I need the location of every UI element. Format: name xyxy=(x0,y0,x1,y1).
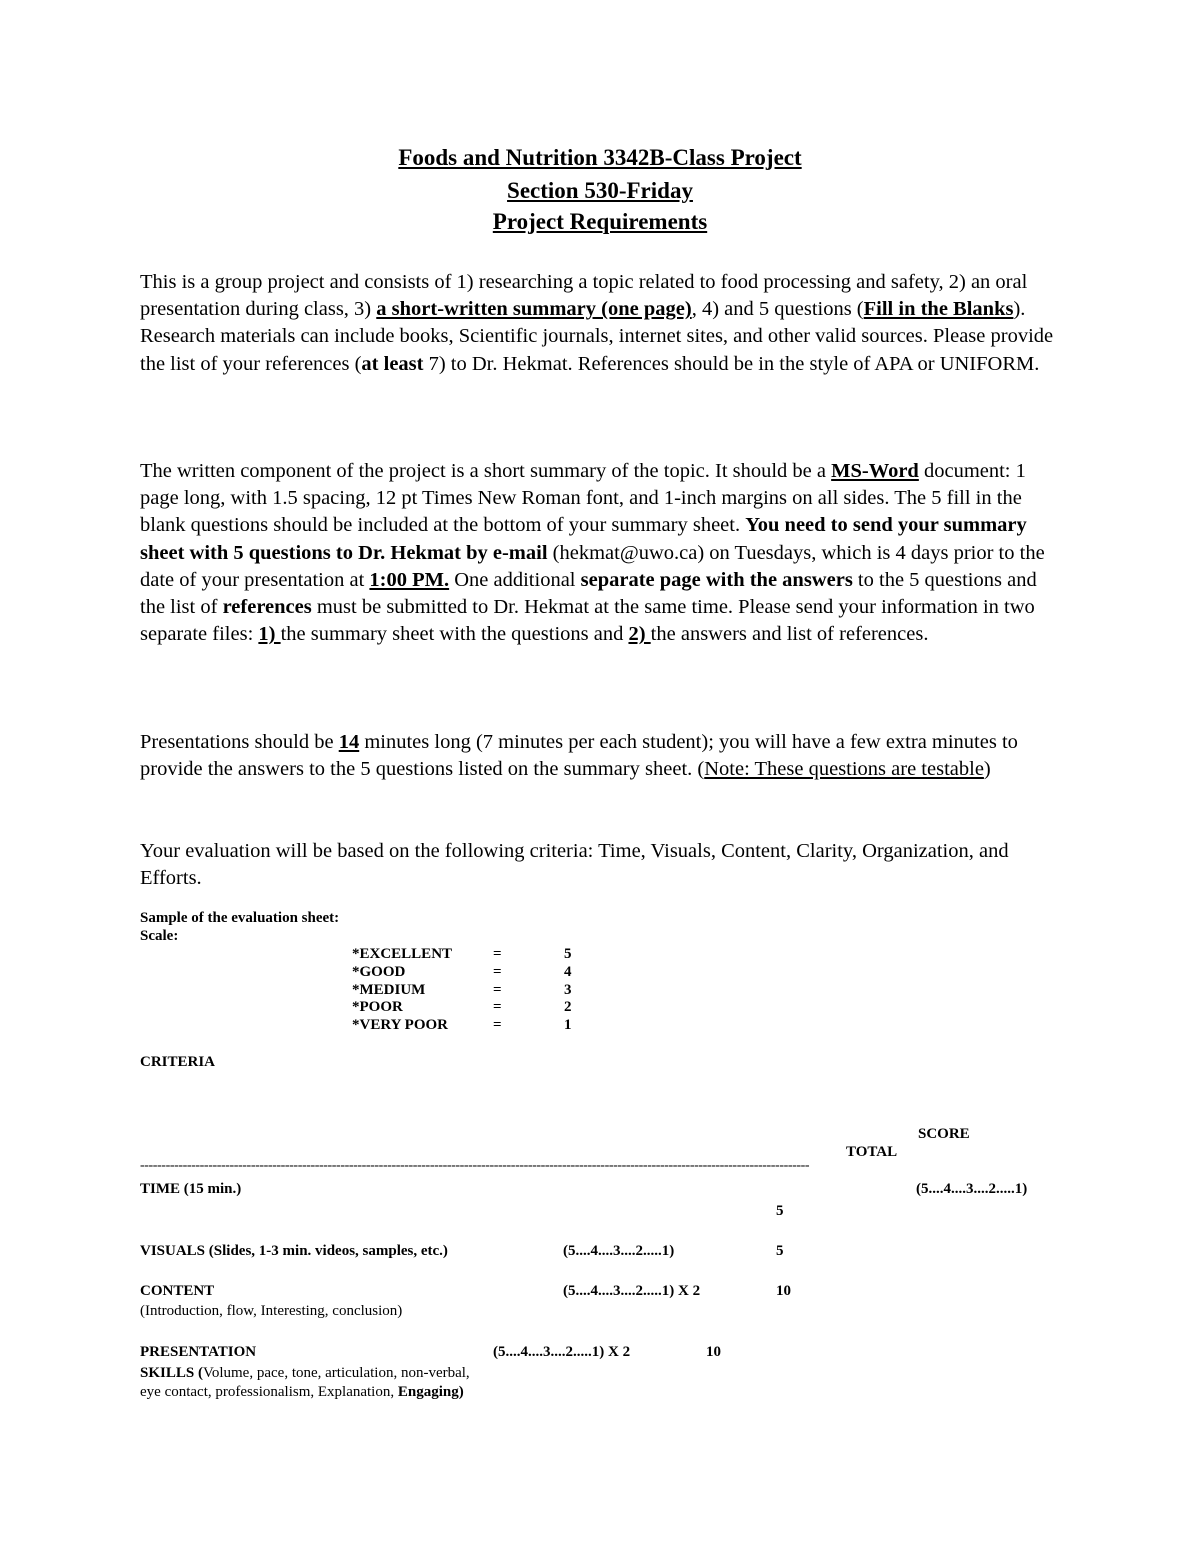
para3-minutes-emphasis: 14 xyxy=(338,731,360,753)
criteria-content-scale: (5....4....3....2.....1) X 2 xyxy=(563,1283,701,1299)
scale-value-good: 4 xyxy=(564,964,572,980)
criteria-label: CRITERIA xyxy=(140,1054,216,1070)
scale-eq-very-poor: = xyxy=(493,1017,502,1033)
title-line-2: Section 530-Friday xyxy=(507,178,693,203)
para2-text-1: The written component of the project is a short summary of the topic. It should be a xyxy=(140,460,832,482)
para2-text-7: the summary sheet with the questions and xyxy=(280,623,629,646)
para2-time-emphasis: 1:00 PM. xyxy=(369,568,450,591)
scale-value-poor: 2 xyxy=(564,999,572,1015)
criteria-visuals-label: VISUALS (Slides, 1-3 min. videos, samples, etc.) xyxy=(140,1243,448,1259)
criteria-presentation-total: 10 xyxy=(706,1344,721,1360)
criteria-presentation-skills xyxy=(140,1364,470,1382)
skills-detail-2: eye contact, professionalism, Explanation, xyxy=(140,1384,398,1400)
scale-name-poor: *POOR xyxy=(352,999,403,1015)
scale-eq-medium: = xyxy=(493,982,502,998)
para4-text: Your evaluation will be based on the following criteria: Time, Visuals, Content, Clarity, Organization, and Efforts. xyxy=(140,840,1009,890)
scale-eq-good: = xyxy=(493,964,502,980)
criteria-presentation-label: PRESENTATION xyxy=(140,1344,257,1360)
para2-send-emphasis: You need to send your summary sheet with 5 questions to Dr. Hekmat by e-mail xyxy=(140,514,1027,564)
para3-text-1: Presentations should be xyxy=(140,731,339,753)
para1-text-4: 7) to Dr. Hekmat. References should be in the style of APA or UNIFORM. xyxy=(423,352,1040,375)
scale-name-excellent: *EXCELLENT xyxy=(352,946,453,962)
para2-text-4: One additional xyxy=(449,568,581,591)
para2-msword-emphasis: MS-Word xyxy=(831,460,919,482)
score-header: SCORE xyxy=(918,1126,970,1142)
scale-name-medium: *MEDIUM xyxy=(352,982,426,998)
para2-text-2: document: 1 page long, with 1.5 spacing, 12 pt Times New Roman font, and 1-inch margins on all sides. The 5 fill in the blank questions should be included at the bottom of your summary sheet. xyxy=(140,460,1026,537)
criteria-time-scale: (5....4....3....2.....1) xyxy=(916,1181,1028,1197)
scale-value-medium: 3 xyxy=(564,982,572,998)
title-line-1: Foods and Nutrition 3342B-Class Project xyxy=(398,145,802,170)
scale-eq-poor: = xyxy=(493,999,502,1015)
para3-text-2: minutes long (7 minutes per each student); you will have a few extra minutes to provide the answers to the 5 questions listed on the summary sheet. ( xyxy=(140,731,1018,781)
para2-text-6: must be submitted to Dr. Hekmat at the same time. Please send your information in two separate files: xyxy=(140,596,1035,646)
para2-answers-page-emphasis: separate page with the answers xyxy=(580,568,853,591)
sample-label: Sample of the evaluation sheet: xyxy=(140,910,340,926)
criteria-content-sub: (Introduction, flow, Interesting, conclusion) xyxy=(140,1303,403,1319)
criteria-presentation-sub2 xyxy=(140,1383,464,1401)
scale-value-very-poor: 1 xyxy=(564,1017,572,1033)
criteria-time-total: 5 xyxy=(776,1203,784,1219)
scale-name-very-poor: *VERY POOR xyxy=(352,1017,448,1033)
para1-fill-blanks-emphasis: Fill in the Blanks xyxy=(863,298,1014,321)
skills-engaging: Engaging) xyxy=(397,1384,464,1400)
skills-label: SKILLS ( xyxy=(140,1365,203,1381)
scale-eq-excellent: = xyxy=(493,946,502,962)
title-line-3: Project Requirements xyxy=(492,209,708,234)
criteria-presentation-scale: (5....4....3....2.....1) X 2 xyxy=(493,1344,631,1360)
paragraph-written-component xyxy=(140,458,1065,648)
para2-text-8: the answers and list of references. xyxy=(650,623,929,646)
scale-name-good: *GOOD xyxy=(352,964,406,980)
para3-text-3: ) xyxy=(983,758,991,781)
para2-item-1: 1) xyxy=(258,623,281,646)
criteria-content-label: CONTENT xyxy=(140,1283,215,1299)
para3-note-underline: Note: These questions are testable xyxy=(704,758,984,781)
paragraph-evaluation-criteria xyxy=(140,838,1065,892)
criteria-visuals-total: 5 xyxy=(776,1243,784,1259)
criteria-content-total: 10 xyxy=(776,1283,791,1299)
para2-references-emphasis: references xyxy=(222,596,312,619)
para2-item-2: 2) xyxy=(628,623,651,646)
para1-at-least-emphasis: at least xyxy=(361,352,424,375)
para1-text-2: , 4) and 5 questions ( xyxy=(691,298,864,321)
criteria-visuals-scale: (5....4....3....2.....1) xyxy=(563,1243,675,1259)
total-header: TOTAL xyxy=(846,1144,898,1160)
paragraph-intro xyxy=(140,269,1065,378)
para1-text-1: This is a group project and consists of 1) researching a topic related to food processing and safety, 2) an oral presentation during class, 3) xyxy=(140,271,1028,321)
divider-line: ------------------------------------------------------------------------------------------------------------------------------------------------------------- xyxy=(140,1160,810,1172)
para1-summary-emphasis: a short-written summary (one page) xyxy=(376,298,692,321)
para1-text-3: ). Research materials can include books, Scientific journals, internet sites, and other valid sources. Please provide the list of your references ( xyxy=(140,298,1054,375)
scale-value-excellent: 5 xyxy=(564,946,572,962)
para2-text-3: (hekmat@uwo.ca) on Tuesdays, which is 4 days prior to the date of your presentation at xyxy=(140,541,1045,591)
para2-text-5: to the 5 questions and the list of xyxy=(140,568,1037,619)
skills-detail: Volume, pace, tone, articulation, non-verbal, xyxy=(202,1365,470,1381)
criteria-time-label: TIME (15 min.) xyxy=(140,1181,242,1197)
scale-label: Scale: xyxy=(140,928,179,944)
paragraph-presentations xyxy=(140,729,1065,783)
